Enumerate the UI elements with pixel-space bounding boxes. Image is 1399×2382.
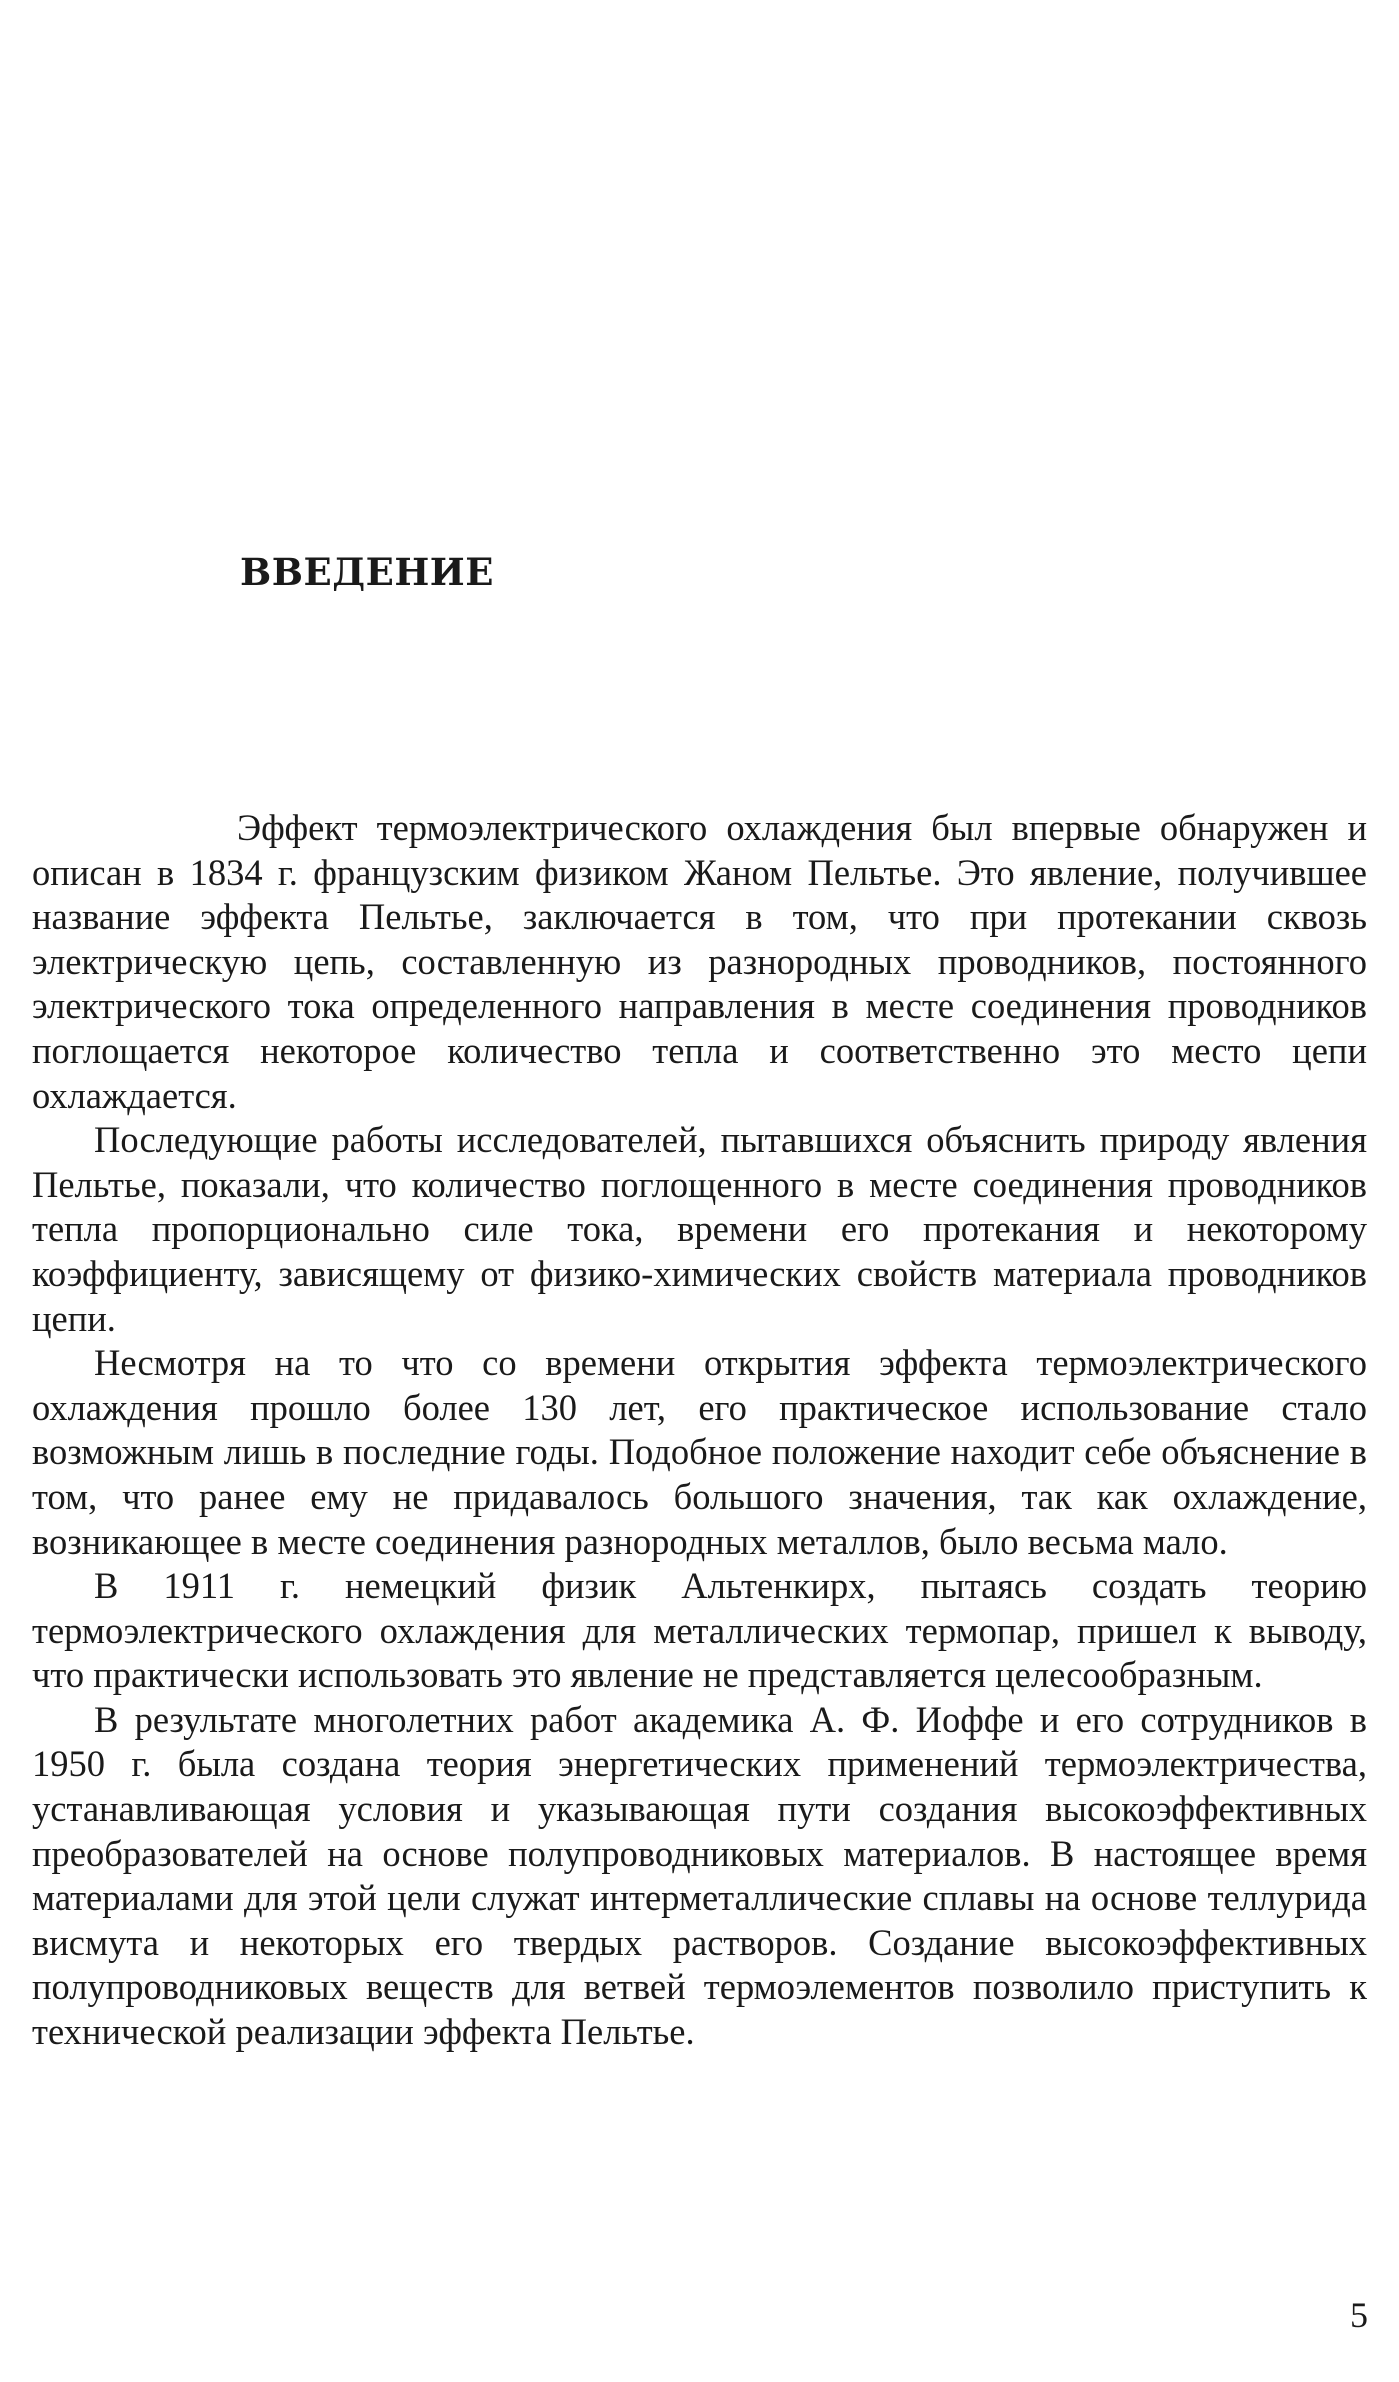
paragraph-2: Последующие работы исследователей, пытавшихся объяснить природу явления Пельтье, показали, что количество поглощенного в месте соединения проводников тепла пропорционально силе тока, времени его протекания и некоторому коэффициенту, зависящему от физико-химических свойств материала проводников цепи. bbox=[32, 1119, 1367, 1339]
paragraph-5: В результате многолетних работ академика А. Ф. Иоффе и его сотрудников в 1950 г. была создана теория энергетических применений термоэлектричества, устанавливающая условия и указывающая пути создания высокоэффективных преобразователей на основе полупроводниковых материалов. В настоящее время материалами для этой цели служат интерметаллические сплавы на основе теллурида висмута и некоторых его твердых растворов. Создание высокоэффективных полупроводниковых веществ для ветвей термоэлементов позволило приступить к технической реализации эффекта Пельтье. bbox=[32, 1698, 1367, 2053]
paragraph-1: Эффект термоэлектрического охлаждения был впервые обнаружен и описан в 1834 г. французским физиком Жаном Пельтье. Это явление, получившее название эффекта Пельтье, заключается в том, что при протекании сквозь электрическую цепь, составленную из разнородных проводников, постоянного электрического тока определенного направления в месте соединения проводников поглощается некоторое количество тепла и соответственно это место цепи охлаждается. bbox=[32, 807, 1367, 1116]
chapter-heading: ВВЕДЕНИЕ bbox=[240, 550, 494, 594]
page-number: 5 bbox=[1350, 2295, 1368, 2335]
paragraph-3: Несмотря на то что со времени открытия эффекта термоэлектрического охлаждения прошло более 130 лет, его практическое использование стало возможным лишь в последние годы. Подобное положение находит себе объяснение в том, что ранее ему не придавалось большого значения, так как охлаждение, возникающее в месте соединения разнородных металлов, было весьма мало. bbox=[32, 1342, 1367, 1562]
paragraph-4: В 1911 г. немецкий физик Альтенкирх, пытаясь создать теорию термоэлектрического охлаждения для металлических термопар, пришел к выводу, что практически использовать это явление не представляется целесообразным. bbox=[32, 1565, 1367, 1696]
body-text bbox=[32, 806, 1367, 2055]
